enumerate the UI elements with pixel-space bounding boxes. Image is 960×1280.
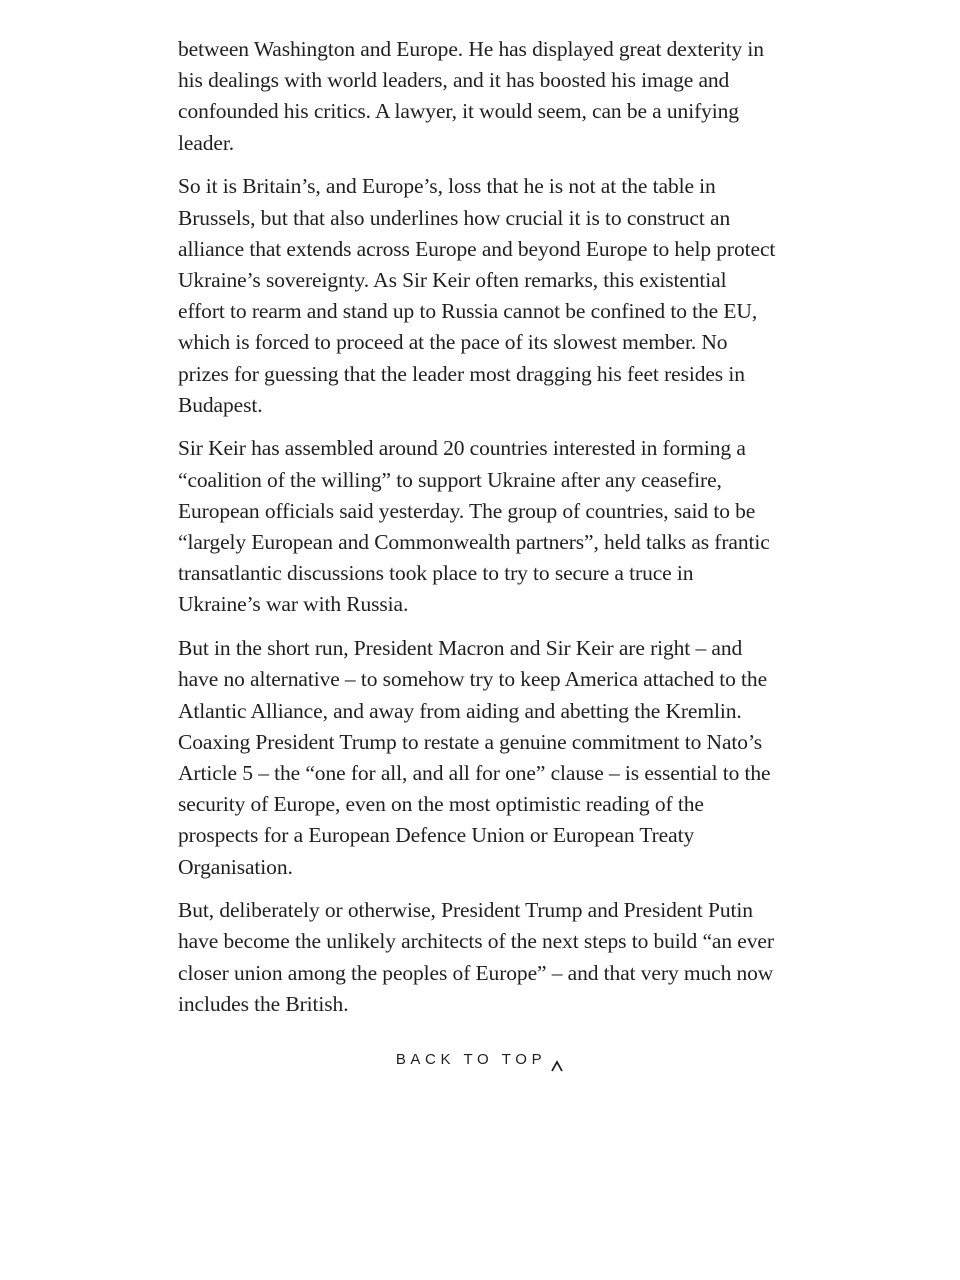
- article-paragraph: between Washington and Europe. He has displayed great dexterity in his dealings with world leaders, and it has boosted his image and confounded his critics. A lawyer, it would seem, can be a unifying leader.: [178, 37, 764, 155]
- article-paragraph: But, deliberately or otherwise, President Trump and President Putin have become the unlikely architects of the next steps to build “an ever closer union among the peoples of Europe” – and that very much now includes the British.: [178, 898, 774, 1016]
- back-to-top-link[interactable]: [0, 1046, 960, 1074]
- article-paragraph: But in the short run, President Macron and Sir Keir are right – and have no alternative – to somehow try to keep America attached to the Atlantic Alliance, and away from aiding and abetting the Kremlin. Coaxing President Trump to restate a genuine commitment to Nato’s Article 5 – the “one for all, and all for one” clause – is essential to the security of Europe, even on the most optimistic reading of the prospects for a European Defence Union or European Treaty Organisation.: [178, 636, 771, 879]
- article-paragraph: So it is Britain’s, and Europe’s, loss that he is not at the table in Brussels, but that also underlines how crucial it is to construct an alliance that extends across Europe and beyond Europe to help protect Ukraine’s sovereignty. As Sir Keir often remarks, this existential effort to rearm and stand up to Russia cannot be confined to the EU, which is forced to proceed at the pace of its slowest member. No prizes for guessing that the leader most dragging his feet resides in Budapest.: [178, 174, 776, 417]
- chevron-up-icon: [550, 1055, 564, 1069]
- article-paragraph: Sir Keir has assembled around 20 countries interested in forming a “coalition of the willing” to support Ukraine after any ceasefire, European officials said yesterday. The group of countries, said to be “largely European and Commonwealth partners”, held talks as frantic transatlantic discussions took place to try to secure a truce in Ukraine’s war with Russia.: [178, 436, 770, 617]
- article-body: [178, 34, 778, 1033]
- back-to-top-label: BACK TO TOP: [395, 1051, 547, 1068]
